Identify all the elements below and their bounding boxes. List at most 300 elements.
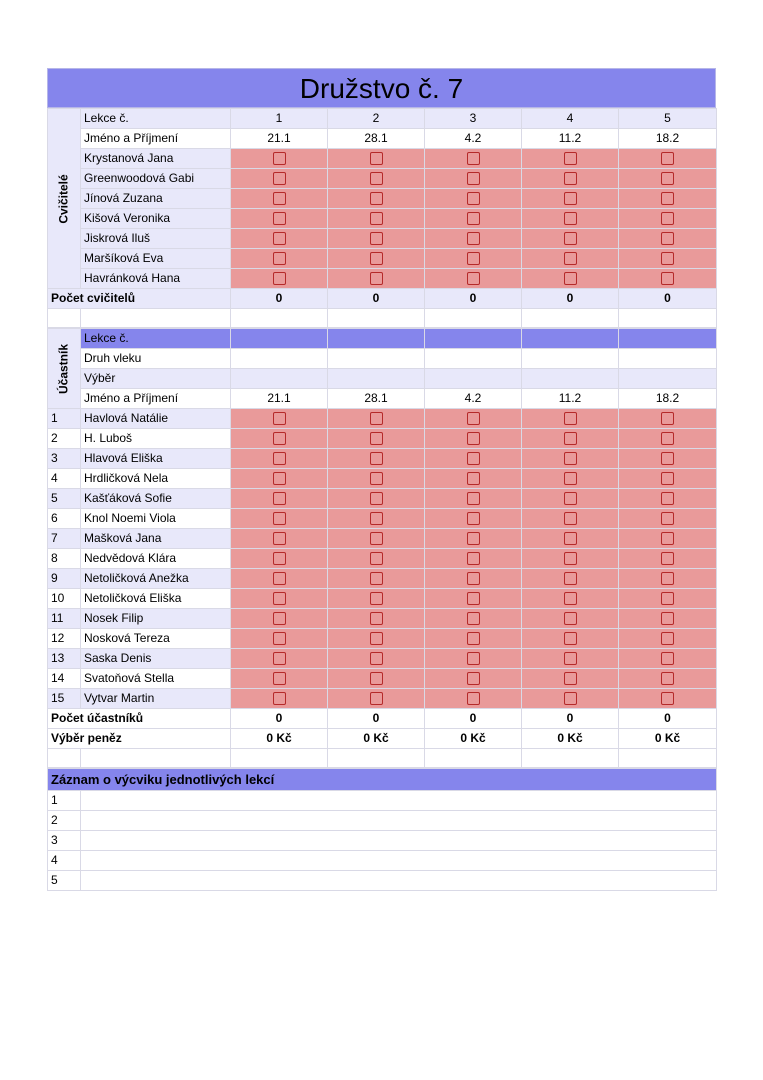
attendance-checkbox[interactable] [273, 152, 286, 165]
collection-cell[interactable] [425, 369, 522, 389]
money-collected: 0 Kč [522, 729, 619, 749]
attendance-cell [522, 489, 619, 509]
lesson-date: 4.2 [425, 129, 522, 149]
participant-number: 10 [48, 589, 81, 609]
lesson-date: 28.1 [328, 129, 425, 149]
attendance-cell [328, 169, 425, 189]
attendance-cell [425, 649, 522, 669]
instructor-name: Krystanová Jana [81, 149, 231, 169]
attendance-checkbox[interactable] [564, 612, 577, 625]
attendance-cell [425, 509, 522, 529]
attendance-checkbox[interactable] [273, 612, 286, 625]
attendance-checkbox[interactable] [661, 532, 674, 545]
participant-count: 0 [522, 709, 619, 729]
attendance-cell [522, 649, 619, 669]
participants-table [47, 328, 717, 768]
attendance-checkbox[interactable] [273, 412, 286, 425]
record-number: 4 [48, 851, 81, 871]
participant-name: Nosek Filip [81, 609, 231, 629]
participant-row [48, 689, 717, 709]
attendance-checkbox[interactable] [661, 652, 674, 665]
money-collected: 0 Kč [425, 729, 522, 749]
attendance-cell [425, 689, 522, 709]
attendance-cell [231, 169, 328, 189]
attendance-cell [425, 569, 522, 589]
attendance-cell [522, 189, 619, 209]
attendance-checkbox[interactable] [370, 512, 383, 525]
attendance-cell [619, 529, 717, 549]
participant-name: Knol Noemi Viola [81, 509, 231, 529]
participant-name: Nosková Tereza [81, 629, 231, 649]
attendance-cell [619, 409, 717, 429]
attendance-checkbox[interactable] [273, 212, 286, 225]
attendance-cell [328, 149, 425, 169]
attendance-cell [522, 209, 619, 229]
attendance-checkbox[interactable] [370, 192, 383, 205]
attendance-cell [328, 209, 425, 229]
attendance-cell [425, 609, 522, 629]
participant-name: Kašťáková Sofie [81, 489, 231, 509]
attendance-checkbox[interactable] [370, 492, 383, 505]
participant-number: 5 [48, 489, 81, 509]
attendance-checkbox[interactable] [467, 452, 480, 465]
attendance-checkbox[interactable] [661, 452, 674, 465]
collection-cell[interactable] [522, 369, 619, 389]
attendance-cell [328, 669, 425, 689]
record-row [48, 791, 717, 811]
attendance-checkbox[interactable] [564, 272, 577, 285]
attendance-checkbox[interactable] [273, 552, 286, 565]
attendance-cell [328, 629, 425, 649]
lesson-number: 5 [619, 109, 717, 129]
attendance-cell [619, 509, 717, 529]
participant-count: 0 [619, 709, 717, 729]
money-collected: 0 Kč [231, 729, 328, 749]
instructor-row [48, 209, 717, 229]
participant-number: 15 [48, 689, 81, 709]
record-number: 3 [48, 831, 81, 851]
attendance-checkbox[interactable] [467, 552, 480, 565]
attendance-cell [328, 429, 425, 449]
participant-number: 2 [48, 429, 81, 449]
attendance-checkbox[interactable] [564, 172, 577, 185]
attendance-cell [522, 469, 619, 489]
lesson-date: 18.2 [619, 389, 717, 409]
participant-row [48, 529, 717, 549]
attendance-checkbox[interactable] [467, 532, 480, 545]
lesson-number: 2 [328, 109, 425, 129]
money-collected: 0 Kč [328, 729, 425, 749]
participant-row [48, 509, 717, 529]
attendance-cell [231, 149, 328, 169]
attendance-cell [619, 269, 717, 289]
attendance-cell [522, 589, 619, 609]
attendance-checkbox[interactable] [564, 652, 577, 665]
attendance-checkbox[interactable] [564, 632, 577, 645]
tow-type-cell[interactable] [425, 349, 522, 369]
attendance-checkbox[interactable] [467, 612, 480, 625]
attendance-cell [619, 169, 717, 189]
attendance-checkbox[interactable] [273, 692, 286, 705]
participant-row [48, 449, 717, 469]
instructor-row [48, 229, 717, 249]
attendance-checkbox[interactable] [273, 592, 286, 605]
lesson-date: 4.2 [425, 389, 522, 409]
participant-row [48, 609, 717, 629]
participant-number: 13 [48, 649, 81, 669]
attendance-checkbox[interactable] [467, 232, 480, 245]
attendance-checkbox[interactable] [661, 632, 674, 645]
instructor-row [48, 189, 717, 209]
participant-number: 11 [48, 609, 81, 629]
attendance-checkbox[interactable] [467, 152, 480, 165]
record-note-cell[interactable] [81, 871, 717, 891]
participant-number: 8 [48, 549, 81, 569]
attendance-checkbox[interactable] [273, 432, 286, 445]
attendance-checkbox[interactable] [564, 412, 577, 425]
attendance-checkbox[interactable] [564, 452, 577, 465]
lesson-number: 3 [425, 109, 522, 129]
instructor-row [48, 269, 717, 289]
attendance-checkbox[interactable] [467, 472, 480, 485]
attendance-checkbox[interactable] [370, 592, 383, 605]
attendance-cell [522, 149, 619, 169]
attendance-cell [231, 229, 328, 249]
record-row [48, 831, 717, 851]
participant-row [48, 429, 717, 449]
instructor-count-label: Počet cvičitelů [48, 289, 231, 309]
participant-count: 0 [425, 709, 522, 729]
instructors-table [47, 108, 717, 328]
attendance-cell [231, 249, 328, 269]
instructor-name: Greenwoodová Gabi [81, 169, 231, 189]
attendance-checkbox[interactable] [467, 512, 480, 525]
instructor-row [48, 249, 717, 269]
attendance-checkbox[interactable] [273, 512, 286, 525]
attendance-checkbox[interactable] [273, 572, 286, 585]
participant-name: Havlová Natálie [81, 409, 231, 429]
attendance-checkbox[interactable] [661, 212, 674, 225]
participant-row [48, 629, 717, 649]
attendance-cell [328, 269, 425, 289]
attendance-cell [619, 629, 717, 649]
attendance-cell [619, 249, 717, 269]
attendance-checkbox[interactable] [467, 572, 480, 585]
instructor-name: Maršíková Eva [81, 249, 231, 269]
lesson-date: 11.2 [522, 389, 619, 409]
participant-number: 9 [48, 569, 81, 589]
attendance-checkbox[interactable] [273, 532, 286, 545]
attendance-checkbox[interactable] [273, 232, 286, 245]
tow-type-cell[interactable] [328, 349, 425, 369]
attendance-checkbox[interactable] [370, 672, 383, 685]
attendance-checkbox[interactable] [370, 452, 383, 465]
attendance-cell [619, 569, 717, 589]
tow-type-cell[interactable] [231, 349, 328, 369]
attendance-cell [328, 589, 425, 609]
attendance-checkbox[interactable] [273, 672, 286, 685]
participant-name: H. Luboš [81, 429, 231, 449]
attendance-checkbox[interactable] [467, 692, 480, 705]
collection-cell[interactable] [328, 369, 425, 389]
attendance-checkbox[interactable] [370, 432, 383, 445]
attendance-checkbox[interactable] [370, 252, 383, 265]
attendance-checkbox[interactable] [564, 592, 577, 605]
money-collected: 0 Kč [619, 729, 717, 749]
attendance-checkbox[interactable] [370, 692, 383, 705]
attendance-checkbox[interactable] [467, 672, 480, 685]
attendance-cell [619, 469, 717, 489]
attendance-cell [522, 229, 619, 249]
attendance-cell [328, 449, 425, 469]
attendance-cell [328, 469, 425, 489]
attendance-checkbox[interactable] [273, 252, 286, 265]
attendance-checkbox[interactable] [467, 412, 480, 425]
attendance-checkbox[interactable] [370, 652, 383, 665]
attendance-cell [231, 449, 328, 469]
name-label: Jméno a Příjmení [81, 389, 231, 409]
spacer-row [48, 309, 717, 328]
instructor-count: 0 [619, 289, 717, 309]
record-note-cell[interactable] [81, 791, 717, 811]
attendance-cell [425, 169, 522, 189]
attendance-checkbox[interactable] [370, 552, 383, 565]
attendance-checkbox[interactable] [564, 252, 577, 265]
attendance-checkbox[interactable] [467, 172, 480, 185]
attendance-checkbox[interactable] [564, 152, 577, 165]
attendance-cell [231, 469, 328, 489]
record-number: 2 [48, 811, 81, 831]
attendance-cell [231, 489, 328, 509]
attendance-checkbox[interactable] [564, 192, 577, 205]
sheet-title: Družstvo č. 7 [47, 68, 716, 108]
attendance-cell [328, 229, 425, 249]
attendance-checkbox[interactable] [661, 512, 674, 525]
instructor-count: 0 [231, 289, 328, 309]
attendance-sheet [47, 68, 716, 891]
attendance-cell [522, 629, 619, 649]
attendance-cell [522, 249, 619, 269]
record-note-cell[interactable] [81, 851, 717, 871]
attendance-cell [619, 549, 717, 569]
attendance-checkbox[interactable] [661, 592, 674, 605]
attendance-checkbox[interactable] [564, 472, 577, 485]
attendance-cell [425, 669, 522, 689]
collection-cell[interactable] [619, 369, 717, 389]
attendance-checkbox[interactable] [467, 492, 480, 505]
attendance-checkbox[interactable] [370, 412, 383, 425]
attendance-cell [522, 169, 619, 189]
attendance-checkbox[interactable] [661, 612, 674, 625]
attendance-checkbox[interactable] [661, 152, 674, 165]
participant-row [48, 569, 717, 589]
attendance-cell [425, 449, 522, 469]
attendance-cell [328, 189, 425, 209]
attendance-cell [425, 549, 522, 569]
participant-number: 6 [48, 509, 81, 529]
attendance-checkbox[interactable] [661, 172, 674, 185]
attendance-cell [328, 529, 425, 549]
tow-type-cell[interactable] [619, 349, 717, 369]
attendance-checkbox[interactable] [661, 192, 674, 205]
attendance-cell [522, 689, 619, 709]
lesson-number: 1 [231, 109, 328, 129]
attendance-checkbox[interactable] [467, 192, 480, 205]
attendance-cell [231, 189, 328, 209]
participant-name: Netoličková Anežka [81, 569, 231, 589]
lesson-date: 28.1 [328, 389, 425, 409]
attendance-checkbox[interactable] [661, 252, 674, 265]
attendance-checkbox[interactable] [661, 472, 674, 485]
training-record-table [47, 768, 717, 891]
tow-type-cell[interactable] [522, 349, 619, 369]
attendance-cell [425, 529, 522, 549]
attendance-checkbox[interactable] [564, 552, 577, 565]
attendance-checkbox[interactable] [564, 492, 577, 505]
participant-number: 7 [48, 529, 81, 549]
attendance-checkbox[interactable] [273, 192, 286, 205]
attendance-checkbox[interactable] [467, 652, 480, 665]
attendance-checkbox[interactable] [467, 212, 480, 225]
attendance-checkbox[interactable] [661, 552, 674, 565]
attendance-checkbox[interactable] [370, 232, 383, 245]
collection-label: Výběr [81, 369, 231, 389]
attendance-cell [619, 189, 717, 209]
attendance-checkbox[interactable] [370, 472, 383, 485]
attendance-checkbox[interactable] [273, 652, 286, 665]
attendance-checkbox[interactable] [467, 592, 480, 605]
attendance-checkbox[interactable] [370, 272, 383, 285]
participant-name: Vytvar Martin [81, 689, 231, 709]
record-row [48, 851, 717, 871]
record-number: 5 [48, 871, 81, 891]
attendance-cell [425, 489, 522, 509]
participant-row [48, 649, 717, 669]
attendance-checkbox[interactable] [564, 692, 577, 705]
attendance-checkbox[interactable] [467, 632, 480, 645]
lesson-date: 18.2 [619, 129, 717, 149]
attendance-checkbox[interactable] [370, 572, 383, 585]
attendance-cell [425, 149, 522, 169]
attendance-cell [425, 629, 522, 649]
attendance-checkbox[interactable] [370, 172, 383, 185]
attendance-cell [328, 609, 425, 629]
attendance-checkbox[interactable] [661, 572, 674, 585]
attendance-checkbox[interactable] [467, 432, 480, 445]
participant-count-label: Počet účastníků [48, 709, 231, 729]
attendance-cell [425, 249, 522, 269]
attendance-checkbox[interactable] [661, 412, 674, 425]
attendance-checkbox[interactable] [661, 692, 674, 705]
attendance-checkbox[interactable] [564, 532, 577, 545]
attendance-cell [619, 649, 717, 669]
attendance-checkbox[interactable] [661, 272, 674, 285]
attendance-checkbox[interactable] [661, 432, 674, 445]
attendance-checkbox[interactable] [370, 632, 383, 645]
lesson-date: 11.2 [522, 129, 619, 149]
record-note-cell[interactable] [81, 811, 717, 831]
participant-row [48, 469, 717, 489]
tow-type-label: Druh vleku [81, 349, 231, 369]
attendance-cell [231, 609, 328, 629]
attendance-cell [425, 469, 522, 489]
record-note-cell[interactable] [81, 831, 717, 851]
attendance-cell [231, 649, 328, 669]
attendance-cell [328, 509, 425, 529]
attendance-cell [231, 269, 328, 289]
attendance-cell [328, 649, 425, 669]
attendance-cell [231, 669, 328, 689]
participant-name: Nedvědová Klára [81, 549, 231, 569]
attendance-cell [619, 669, 717, 689]
instructor-count: 0 [522, 289, 619, 309]
attendance-checkbox[interactable] [564, 232, 577, 245]
attendance-checkbox[interactable] [273, 172, 286, 185]
attendance-cell [619, 149, 717, 169]
participant-name: Saska Denis [81, 649, 231, 669]
instructor-name: Kišová Veronika [81, 209, 231, 229]
attendance-checkbox[interactable] [273, 272, 286, 285]
attendance-checkbox[interactable] [370, 152, 383, 165]
attendance-checkbox[interactable] [661, 232, 674, 245]
attendance-cell [522, 569, 619, 589]
participant-row [48, 549, 717, 569]
attendance-cell [619, 209, 717, 229]
participants-side-label: Účastník [48, 329, 81, 409]
attendance-checkbox[interactable] [467, 272, 480, 285]
record-number: 1 [48, 791, 81, 811]
attendance-checkbox[interactable] [564, 512, 577, 525]
attendance-checkbox[interactable] [661, 492, 674, 505]
money-collection-label: Výběr peněz [48, 729, 231, 749]
attendance-checkbox[interactable] [564, 572, 577, 585]
attendance-cell [425, 209, 522, 229]
participant-count: 0 [328, 709, 425, 729]
attendance-checkbox[interactable] [273, 452, 286, 465]
lesson-date: 21.1 [231, 129, 328, 149]
attendance-cell [328, 569, 425, 589]
attendance-checkbox[interactable] [370, 212, 383, 225]
attendance-checkbox[interactable] [273, 492, 286, 505]
collection-cell[interactable] [231, 369, 328, 389]
attendance-checkbox[interactable] [370, 612, 383, 625]
attendance-cell [522, 549, 619, 569]
attendance-checkbox[interactable] [273, 632, 286, 645]
attendance-checkbox[interactable] [564, 212, 577, 225]
attendance-checkbox[interactable] [564, 672, 577, 685]
lesson-date: 21.1 [231, 389, 328, 409]
attendance-cell [328, 409, 425, 429]
attendance-checkbox[interactable] [661, 672, 674, 685]
attendance-cell [231, 589, 328, 609]
participant-name: Mašková Jana [81, 529, 231, 549]
instructor-count: 0 [328, 289, 425, 309]
participant-number: 3 [48, 449, 81, 469]
participant-row [48, 589, 717, 609]
attendance-checkbox[interactable] [273, 472, 286, 485]
attendance-checkbox[interactable] [564, 432, 577, 445]
attendance-cell [619, 229, 717, 249]
name-label: Jméno a Příjmení [81, 129, 231, 149]
attendance-cell [522, 509, 619, 529]
attendance-checkbox[interactable] [467, 252, 480, 265]
attendance-cell [425, 269, 522, 289]
attendance-cell [619, 489, 717, 509]
attendance-cell [522, 449, 619, 469]
attendance-cell [231, 549, 328, 569]
attendance-checkbox[interactable] [370, 532, 383, 545]
participant-row [48, 669, 717, 689]
